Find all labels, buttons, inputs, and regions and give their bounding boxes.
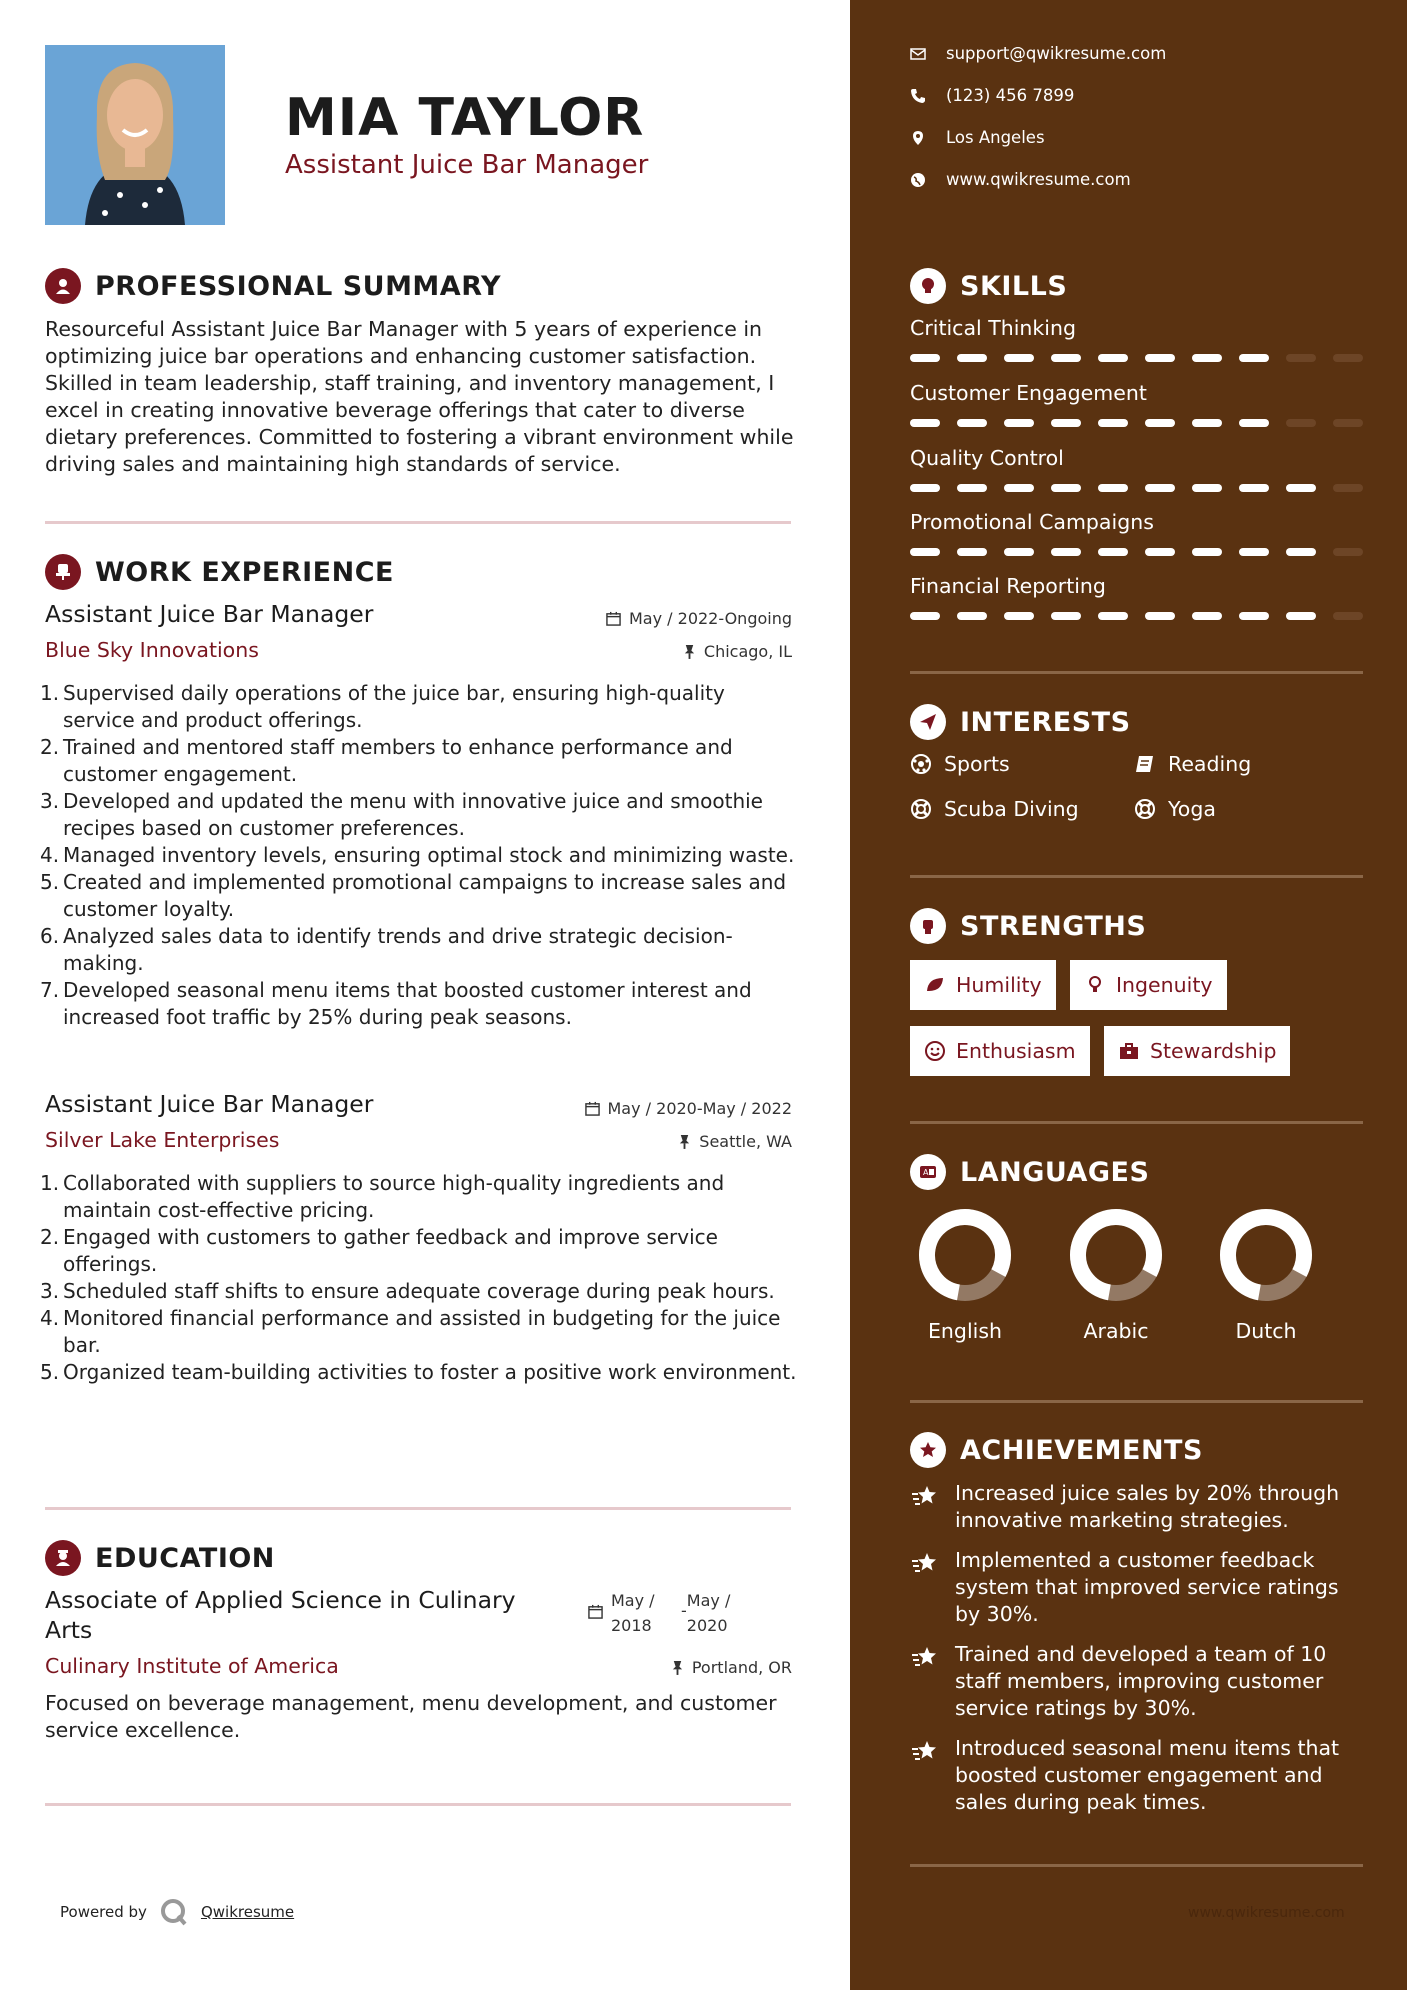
degree-title: Associate of Applied Science in Culinary Arts (45, 1586, 516, 1644)
skill-dot (1239, 484, 1269, 492)
contact-email (910, 44, 1166, 63)
list-item: Managed inventory levels, ensuring optimal stock and minimizing waste. (63, 843, 795, 867)
language-name: English (927, 1319, 1003, 1343)
interest-label: Reading (1168, 752, 1252, 776)
skill-dot (1333, 354, 1363, 362)
strength-tag (1104, 1026, 1290, 1076)
chair-icon (45, 554, 81, 590)
job-location-text: Seattle, WA (699, 1132, 792, 1151)
book-icon (1134, 753, 1156, 775)
languages-title: LANGUAGES (960, 1156, 1150, 1188)
skill-dot (1333, 612, 1363, 620)
interests-header (910, 704, 1131, 740)
skill-dot (1239, 548, 1269, 556)
skill-dot (1098, 484, 1128, 492)
envelope-icon (910, 46, 926, 62)
watermark: www.qwikresume.com (1188, 1905, 1345, 1921)
contact-phone (910, 86, 1074, 105)
skill-dot (1004, 419, 1034, 427)
skill-dot (1098, 354, 1128, 362)
skill-item (910, 574, 1363, 620)
education-location-text: Portland, OR (691, 1658, 792, 1677)
skill-dot (1192, 354, 1222, 362)
skill-dot (957, 484, 987, 492)
skill-dot (1145, 548, 1175, 556)
fist-icon (910, 908, 946, 944)
skill-name: Quality Control (910, 446, 1064, 470)
phone-icon (910, 88, 926, 104)
skill-dot (910, 354, 940, 362)
interest-item (910, 797, 1079, 821)
skill-dot (910, 484, 940, 492)
contact-location (910, 128, 1045, 147)
lightbulb-icon (910, 268, 946, 304)
candidate-name: MIA TAYLOR (285, 88, 645, 148)
education-start: May / 2018 (611, 1591, 655, 1635)
interest-item (1134, 797, 1216, 821)
skill-dot (1145, 419, 1175, 427)
divider (45, 521, 791, 524)
interest-label: Yoga (1168, 797, 1216, 821)
skill-rating (910, 548, 1363, 556)
translate-icon (910, 1154, 946, 1190)
leaf-icon (924, 974, 946, 996)
skill-dot (1004, 612, 1034, 620)
summary-header (45, 268, 501, 304)
website-text[interactable]: www.qwikresume.com (946, 170, 1131, 189)
skill-dot (1286, 612, 1316, 620)
language-gauge (915, 1205, 1015, 1305)
lightbulb-icon (1084, 974, 1106, 996)
soccer-ball-icon (910, 753, 932, 775)
skill-name: Financial Reporting (910, 574, 1106, 598)
skill-rating (910, 484, 1363, 492)
strength-label: Stewardship (1150, 1039, 1277, 1063)
skill-dot (1051, 548, 1081, 556)
strength-label: Humility (956, 973, 1042, 997)
experience-header (45, 554, 394, 590)
languages-header (910, 1154, 1149, 1190)
paper-plane-icon (910, 704, 946, 740)
user-icon (45, 268, 81, 304)
candidate-role: Assistant Juice Bar Manager (285, 150, 649, 180)
list-item: Engaged with customers to gather feedback and improve service offerings. (63, 1225, 718, 1276)
divider (910, 1400, 1363, 1403)
svg-text:A: A (923, 1168, 929, 1177)
skill-name: Customer Engagement (910, 381, 1147, 405)
language-name: Dutch (1235, 1319, 1297, 1343)
skill-dot (1145, 354, 1175, 362)
skill-dot (1051, 484, 1081, 492)
smile-icon (924, 1040, 946, 1062)
skill-dot (1004, 484, 1034, 492)
profile-photo (45, 45, 225, 225)
education-title: EDUCATION (95, 1542, 275, 1574)
achievements-header (910, 1432, 1203, 1468)
qwikresume-logo-icon (159, 1897, 189, 1927)
list-item: Developed seasonal menu items that boosted customer interest and increased foot traffic by 25% during peak seasons. (63, 978, 752, 1029)
skill-dot (1192, 548, 1222, 556)
calendar-icon (606, 611, 621, 626)
school-name: Culinary Institute of America (45, 1654, 339, 1678)
strength-tag (910, 1026, 1090, 1076)
email-text[interactable]: support@qwikresume.com (946, 44, 1167, 63)
achievements-title: ACHIEVEMENTS (960, 1434, 1203, 1466)
star-icon (910, 1737, 940, 1767)
job-location (678, 1132, 792, 1151)
job-dates-text: May / 2020-May / 2022 (607, 1099, 792, 1118)
interest-label: Scuba Diving (944, 797, 1079, 821)
language-item (910, 1205, 1020, 1343)
skills-title: SKILLS (960, 270, 1068, 302)
achievement-item (910, 1480, 1360, 1534)
education-dates (588, 1588, 747, 1638)
list-item: Trained and mentored staff members to enhance performance and customer engagement. (63, 735, 733, 786)
skill-dot (1239, 419, 1269, 427)
briefcase-icon (1118, 1040, 1140, 1062)
summary-text: Resourceful Assistant Juice Bar Manager with 5 years of experience in optimizing juice bar operations and enhancing customer satisfaction. Skilled in team leadership, staff training, and inventory management, I excel in creating innovative beverage offerings that cater to diverse dietary preferences. Committed to fostering a vibrant environment while driving sales and maintaining high standards of service. (45, 317, 794, 476)
location-text: Los Angeles (946, 128, 1045, 147)
list-item: Developed and updated the menu with innovative juice and smoothie recipes based on customer preferences. (63, 789, 763, 840)
strength-tag (1070, 960, 1227, 1010)
achievement-text: Implemented a customer feedback system that improved service ratings by 30%. (955, 1548, 1339, 1626)
job-location-text: Chicago, IL (703, 642, 792, 661)
brand-link[interactable]: Qwikresume (200, 1903, 295, 1921)
job-dates (585, 1099, 793, 1118)
skill-dot (957, 419, 987, 427)
skill-dot (1286, 484, 1316, 492)
divider (910, 671, 1363, 674)
powered-by-label: Powered by (60, 1903, 147, 1921)
list-item: Organized team-building activities to foster a positive work environment. (63, 1360, 797, 1384)
skill-dot (1286, 548, 1316, 556)
list-item: Collaborated with suppliers to source high-quality ingredients and maintain cost-effective pricing. (63, 1171, 725, 1222)
skill-dot (910, 419, 940, 427)
job-dates (606, 609, 792, 628)
strength-label: Ingenuity (1116, 973, 1213, 997)
list-item: Monitored financial performance and assisted in budgeting for the juice bar. (63, 1306, 781, 1357)
education-end: May / 2020 (686, 1591, 731, 1635)
skill-dot (1051, 419, 1081, 427)
education-location (671, 1658, 792, 1677)
skill-item (910, 316, 1363, 362)
contact-website (910, 170, 1131, 189)
skill-dot (957, 354, 987, 362)
skill-dot (957, 612, 987, 620)
divider (910, 1864, 1363, 1867)
achievement-text: Increased juice sales by 20% through innovative marketing strategies. (955, 1481, 1340, 1532)
achievement-text: Introduced seasonal menu items that boosted customer engagement and sales during peak times. (955, 1736, 1340, 1814)
skill-name: Critical Thinking (910, 316, 1076, 340)
skill-dot (1239, 354, 1269, 362)
life-ring-icon (1134, 798, 1156, 820)
star-icon (910, 1643, 940, 1673)
education-description: Focused on beverage management, menu development, and customer service excellence. (45, 1691, 777, 1742)
date-separator: - (681, 1601, 687, 1620)
life-ring-icon (910, 798, 932, 820)
powered-by (60, 1897, 294, 1927)
star-icon (910, 1482, 940, 1512)
divider (910, 875, 1363, 878)
skill-rating (910, 354, 1363, 362)
language-gauge (1066, 1205, 1166, 1305)
skill-item (910, 510, 1363, 556)
education-header (45, 1540, 275, 1576)
pin-icon (683, 644, 696, 659)
experience-title: WORK EXPERIENCE (95, 556, 394, 588)
achievement-item (910, 1735, 1360, 1816)
skill-name: Promotional Campaigns (910, 510, 1154, 534)
location-pin-icon (910, 130, 926, 146)
job-company: Blue Sky Innovations (45, 638, 259, 662)
list-item: Created and implemented promotional campaigns to increase sales and customer loyalty. (63, 870, 787, 921)
job-location (683, 642, 792, 661)
skill-rating (910, 419, 1363, 427)
skill-dot (1286, 419, 1316, 427)
skill-dot (1239, 612, 1269, 620)
job-company: Silver Lake Enterprises (45, 1128, 280, 1152)
interest-label: Sports (944, 752, 1010, 776)
skill-dot (1051, 612, 1081, 620)
skill-dot (1004, 548, 1034, 556)
language-item (1211, 1205, 1321, 1343)
language-item (1061, 1205, 1171, 1343)
list-item: Supervised daily operations of the juice bar, ensuring high-quality service and product offerings. (63, 681, 725, 732)
strength-label: Enthusiasm (956, 1039, 1076, 1063)
skill-dot (1333, 484, 1363, 492)
achievement-item (910, 1547, 1360, 1628)
skill-dot (1145, 612, 1175, 620)
skill-item (910, 446, 1363, 492)
list-item: Scheduled staff shifts to ensure adequate coverage during peak hours. (63, 1279, 775, 1303)
star-badge-icon (910, 1432, 946, 1468)
summary-title: PROFESSIONAL SUMMARY (95, 270, 502, 302)
skill-dot (1098, 548, 1128, 556)
skill-dot (1192, 419, 1222, 427)
strength-tag (910, 960, 1056, 1010)
skill-dot (910, 548, 940, 556)
interests-title: INTERESTS (960, 706, 1131, 738)
job-dates-text: May / 2022-Ongoing (629, 609, 792, 628)
sidebar (850, 0, 1407, 1990)
skills-header (910, 268, 1067, 304)
calendar-icon (585, 1101, 600, 1116)
star-icon (910, 1549, 940, 1579)
skill-dot (1051, 354, 1081, 362)
strengths-title: STRENGTHS (960, 910, 1147, 942)
divider (45, 1803, 791, 1806)
pin-icon (671, 1660, 684, 1675)
job-title: Assistant Juice Bar Manager (45, 1090, 374, 1118)
pin-icon (678, 1134, 691, 1149)
skill-dot (1192, 612, 1222, 620)
globe-icon (910, 172, 926, 188)
skill-dot (1098, 612, 1128, 620)
language-name: Arabic (1083, 1319, 1149, 1343)
phone-text: (123) 456 7899 (946, 86, 1075, 105)
skill-item (910, 381, 1363, 427)
job-duties (40, 680, 800, 1031)
calendar-icon (588, 1604, 603, 1619)
job-duties (40, 1170, 800, 1386)
skill-dot (1333, 548, 1363, 556)
achievement-item (910, 1641, 1360, 1722)
interest-item (910, 752, 1010, 776)
list-item: Analyzed sales data to identify trends and drive strategic decision-making. (63, 924, 733, 975)
skill-dot (957, 548, 987, 556)
skill-dot (1098, 419, 1128, 427)
skill-dot (1145, 484, 1175, 492)
graduation-icon (45, 1540, 81, 1576)
skill-dot (1286, 354, 1316, 362)
job-title: Assistant Juice Bar Manager (45, 600, 374, 628)
skill-dot (910, 612, 940, 620)
language-gauge (1216, 1205, 1316, 1305)
divider (45, 1507, 791, 1510)
skill-dot (1192, 484, 1222, 492)
divider (910, 1121, 1363, 1124)
skill-dot (1004, 354, 1034, 362)
skill-rating (910, 612, 1363, 620)
skill-dot (1333, 419, 1363, 427)
strengths-header (910, 908, 1146, 944)
achievement-text: Trained and developed a team of 10 staff members, improving customer service ratings by 30%. (955, 1642, 1327, 1720)
interest-item (1134, 752, 1251, 776)
